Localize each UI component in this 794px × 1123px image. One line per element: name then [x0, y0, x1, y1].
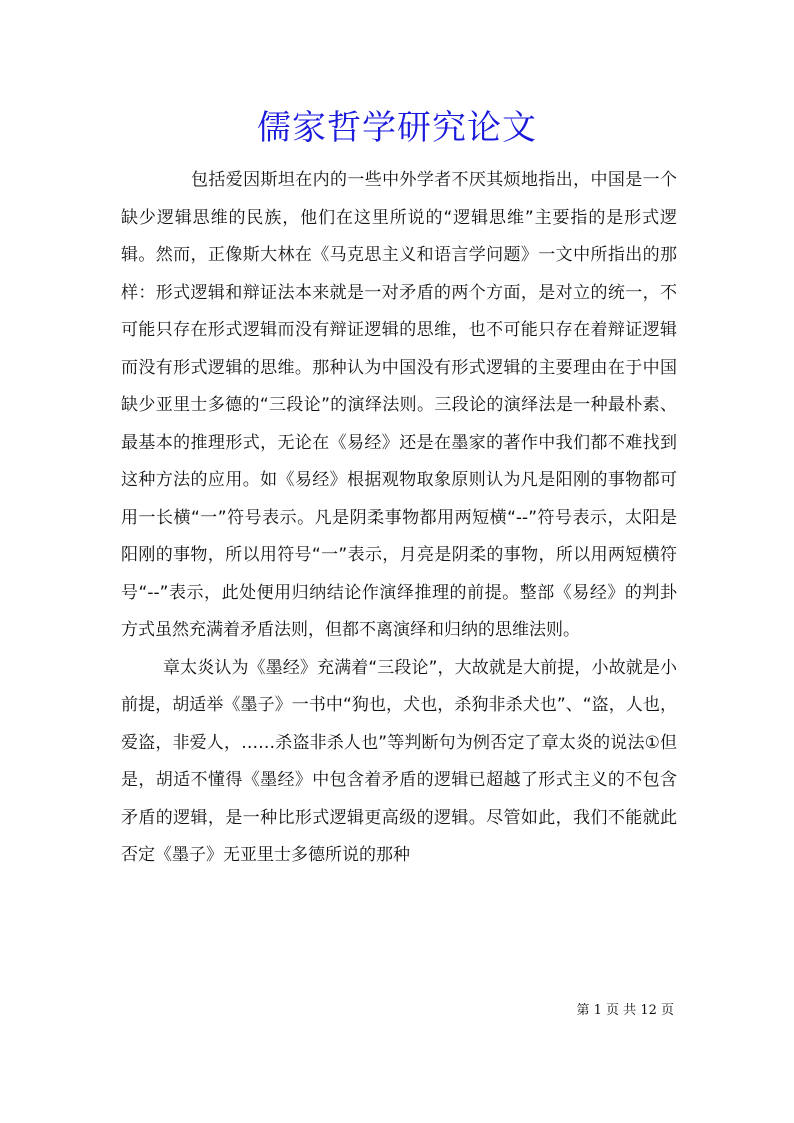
paragraph-2: 章太炎认为《墨经》充满着“三段论”，大故就是大前提，小故就是小前提，胡适举《墨子》一书中“狗也，犬也，杀狗非杀犬也”、“盗，人也，爱盗，非爱人，……杀盗非杀人也”等判断句为例否定了章太炎的说法①但是，胡适不懂得《墨经》中包含着矛盾的逻辑已超越了形式主义的不包含矛盾的逻辑，是一种比形式逻辑更高级的逻辑。尽管如此，我们不能就此否定《墨子》无亚里士多德所说的那种 [121, 657, 677, 865]
body-text [121, 162, 677, 875]
page-title: 儒家哲学研究论文 [257, 108, 537, 148]
paragraph-1: 包括爱因斯坦在内的一些中外学者不厌其烦地指出，中国是一个缺少逻辑思维的民族，他们在这里所说的“逻辑思维”主要指的是形式逻辑。然而，正像斯大林在《马克思主义和语言学问题》一文中所指出的那样：形式逻辑和辩证法本来就是一对矛盾的两个方面，是对立的统一，不可能只存在形式逻辑而没有辩证逻辑的思维，也不可能只存在着辩证逻辑而没有形式逻辑的思维。那种认为中国没有形式逻辑的主要理由在于中国缺少亚里士多德的“三段论”的演绎法则。三段论的演绎法是一种最朴素、最基本的推理形式，无论在《易经》还是在墨家的著作中我们都不难找到这种方法的应用。如《易经》根据观物取象原则认为凡是阳刚的事物都可用一长横“一”符号表示。凡是阴柔事物都用两短横“--”符号表示，太阳是阳刚的事物，所以用符号“一”表示，月亮是阴柔的事物，所以用两短横符号“--”表示，此处便用归纳结论作演绎推理的前提。整部《易经》的判卦方式虽然充满着矛盾法则，但都不离演绎和归纳的思维法则。 [121, 170, 677, 640]
page-number-footer: 第 1 页 共 12 页 [576, 1003, 674, 1018]
